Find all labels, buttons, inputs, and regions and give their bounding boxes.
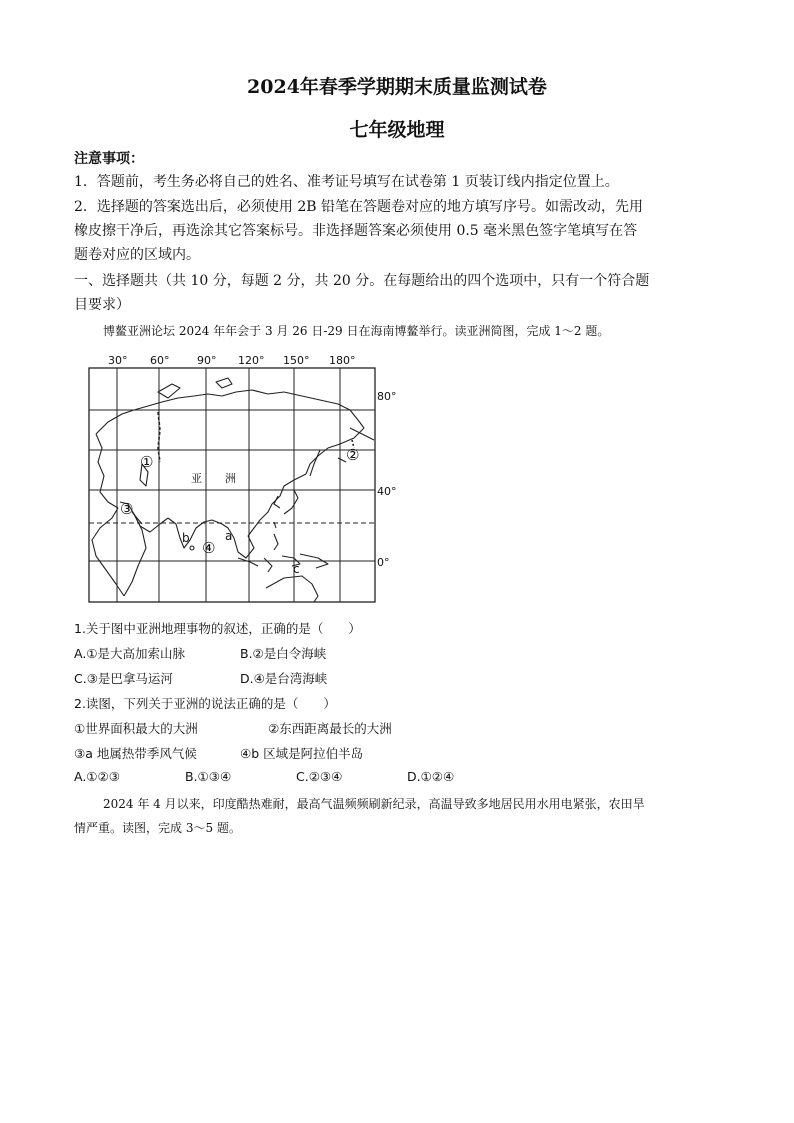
q1-option-a: A.①是大高加索山脉 (74, 646, 186, 661)
page-title: 2024年春季学期期末质量监测试卷 (247, 76, 547, 98)
lon-label-180: 180° (329, 354, 356, 367)
marker-4: ④ (202, 539, 216, 557)
lat-labels (377, 390, 397, 569)
lat-label-0: 0° (377, 556, 390, 569)
meridian-lines (117, 368, 340, 602)
q1-stem: 1.关于图中亚洲地理事物的叙述，正确的是（ ） (74, 621, 361, 636)
lat-label-40: 40° (377, 485, 397, 498)
section-heading-line-1: 一、选择题共（共 10 分，每题 2 分，共 20 分。在每题给出的四个选项中，只有一个符合题 (74, 273, 650, 289)
q2-option-a: A.①②③ (74, 769, 120, 784)
asia-map-figure (88, 352, 418, 612)
asia-map (88, 352, 418, 612)
lon-label-120: 120° (238, 354, 265, 367)
passage-line-1: 2024 年 4 月以来，印度酷热难耐，最高气温频频刷新纪录，高温导致多地居民用水用电紧张，农田旱 (103, 797, 645, 811)
q2-option-d: D.①②④ (407, 769, 455, 784)
q2-statement-1: ①世界面积最大的大洲 (74, 721, 198, 736)
section-intro: 博鳌亚洲论坛 2024 年年会于 3 月 26 日-29 日在海南博鳌举行。读亚洲简图，完成 1～2 题。 (103, 324, 610, 338)
marker-3: ③ (120, 500, 134, 518)
q2-option-c: C.②③④ (296, 769, 343, 784)
lon-label-30: 30° (108, 354, 128, 367)
passage-line-2: 情严重。读图，完成 3～5 题。 (74, 821, 241, 835)
region-label-ya: 亚 (191, 472, 202, 485)
notes-item-2-line-1: 2．选择题的答案选出后，必须使用 2B 铅笔在答题卷对应的地方填写序号。如需改动，先用 (74, 199, 644, 215)
region-label-zhou: 洲 (225, 472, 236, 485)
notes-heading: 注意事项： (74, 151, 144, 167)
lon-label-90: 90° (197, 354, 217, 367)
notes-item-2-line-3: 题卷对应的区域内。 (74, 247, 200, 263)
notes-item-1: 1．答题前，考生务必将自己的姓名、准考证号填写在试卷第 1 页装订线内指定位置上。 (74, 174, 619, 190)
lon-label-150: 150° (283, 354, 310, 367)
letter-b: b (182, 531, 190, 545)
page-subtitle: 七年级地理 (349, 119, 445, 141)
q1-option-c: C.③是巴拿马运河 (74, 671, 173, 686)
ural-line (158, 412, 160, 462)
notes-item-2-line-2: 橡皮擦干净后，再选涂其它答案标号。非选择题答案必须使用 0.5 毫米黑色签字笔填写在答 (74, 223, 638, 239)
section-heading-line-2: 目要求） (74, 297, 130, 313)
lon-labels (108, 354, 356, 367)
q2-statement-3: ③a 地属热带季风气候 (74, 746, 197, 761)
letter-a: a (225, 529, 233, 543)
q2-option-b: B.①③④ (185, 769, 232, 784)
q2-stem: 2.读图，下列关于亚洲的说法正确的是（ ） (74, 696, 336, 711)
q1-option-b: B.②是白令海峡 (240, 646, 327, 661)
lon-label-60: 60° (150, 354, 170, 367)
q2-statement-2: ②东西距离最长的大洲 (268, 721, 392, 736)
marker-1: ① (140, 453, 154, 471)
letter-c: c (293, 562, 300, 576)
lat-label-80: 80° (377, 390, 397, 403)
marker-2: ② (346, 446, 360, 464)
q1-option-d: D.④是台湾海峡 (240, 671, 328, 686)
q2-statement-4: ④b 区域是阿拉伯半岛 (240, 746, 364, 761)
